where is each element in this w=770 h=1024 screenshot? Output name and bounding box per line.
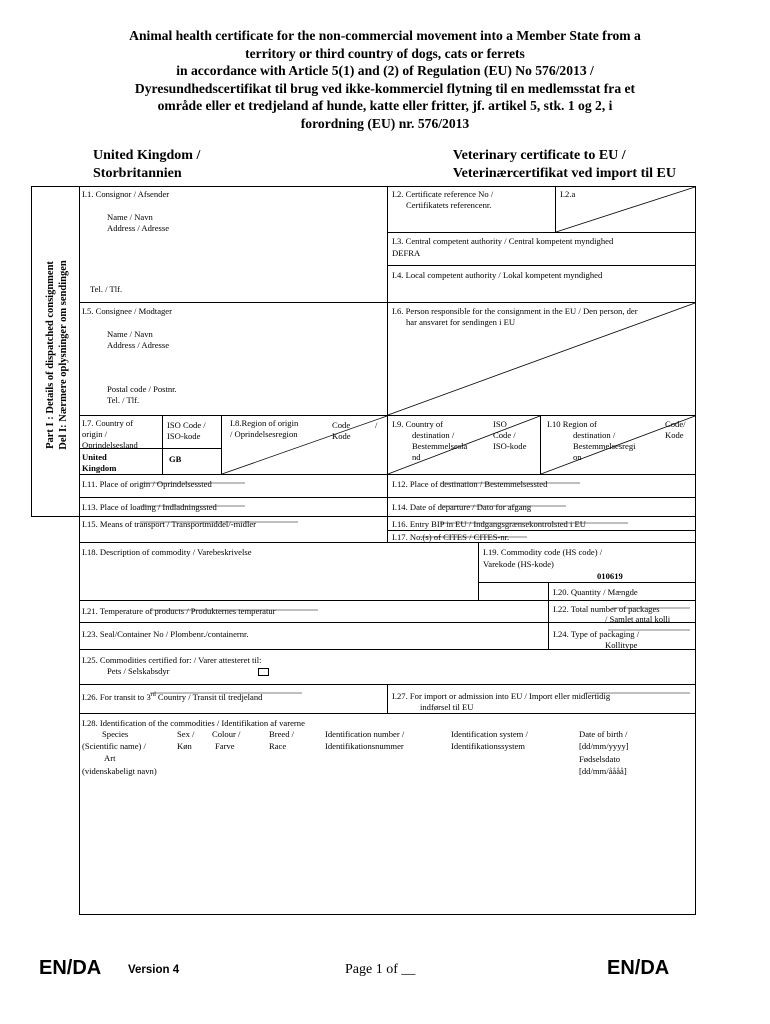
title-line: territory or third country of dogs, cats or ferrets: [245, 45, 525, 61]
i19-value: 010619: [597, 571, 623, 581]
i7-iso-value: GB: [169, 454, 182, 464]
i28-breed-label2: Race: [269, 741, 287, 751]
i5-name-label: Name / Navn: [107, 329, 153, 339]
i7-label3: Oprindelsesland: [82, 440, 138, 449]
cert-type-en: Veterinary certificate to EU /: [452, 148, 626, 163]
country-en: United Kingdom /: [93, 148, 201, 163]
i18-label: I.18. Description of commodity / Varebeskrivelse: [82, 547, 252, 557]
i28-species-label: Species: [102, 729, 129, 739]
i2a-diagonal: [556, 187, 695, 232]
country-da: Storbritannien: [93, 166, 182, 181]
i25-pets-label: Pets / Selskabsdyr: [107, 666, 170, 676]
i10-label3: Bestemmelsesregi: [573, 441, 636, 451]
i24-label: I.24. Type of packaging /: [553, 629, 640, 639]
i9-diagonal: [388, 416, 540, 474]
cert-type-da: Veterinærcertifikat ved import til EU: [452, 166, 676, 181]
i1-label: I.1. Consignor / Afsender: [82, 189, 170, 199]
i26-label-sup: rd: [150, 692, 156, 698]
i28-species-label4: (videnskabeligt navn): [82, 766, 157, 776]
i9-label: I.9. Country of: [392, 419, 444, 429]
i8-label2: / Oprindelsesregion: [230, 429, 298, 439]
i28-species-label2: (Scientific name) /: [82, 741, 146, 751]
i28-idnum-label2: Identifikationsnummer: [325, 741, 404, 751]
i16-label: I.16. Entry BIP in EU / Indgangsgrænsekontrolsted i EU: [392, 519, 586, 529]
i28-colour-label: Colour /: [212, 729, 241, 739]
i2-label: I.2. Certificate reference No /: [392, 189, 494, 199]
i10-label4: on: [573, 452, 582, 462]
title-line: område eller et tredjeland af hunde, katte eller fritter, jf. artikel 5, stk. 1 og 2, i: [157, 98, 613, 114]
footer-lang-left: EN/DA: [39, 957, 102, 979]
i22-label: I.22. Total number of packages: [553, 604, 660, 614]
i28-dob-label3: Fødselsdato: [579, 754, 621, 764]
i28-colour-label2: Farve: [215, 741, 235, 751]
title-line: forordning (EU) nr. 576/2013: [300, 115, 470, 131]
i7-label2: origin /: [82, 429, 108, 439]
i8-code-label2: Kode: [332, 431, 351, 441]
footer-lang-right: EN/DA: [607, 957, 670, 979]
i9-iso-label2: Code /: [493, 430, 516, 440]
i9-label3: Bestemmelsesla: [412, 441, 468, 451]
i3-value: DEFRA: [392, 248, 421, 258]
i8-label: I.8.Region of origin: [230, 418, 299, 428]
i27-label: I.27. For import or admission into EU / Import eller midlertidig: [392, 691, 611, 701]
i28-species-label3: Art: [104, 753, 116, 763]
title-line: Dyresundhedscertifikat til brug ved ikke-kommerciel flytning til en medlemsstat fra et: [134, 80, 636, 96]
i9-iso-label3: ISO-kode: [493, 441, 527, 451]
i1-name-label: Name / Navn: [107, 212, 153, 222]
i25-label: I.25. Commodities certified for: / Varer attesteret til:: [82, 655, 262, 665]
i28-sex-label2: Køn: [177, 741, 192, 751]
i6-diagonal: [388, 303, 695, 415]
i9-label4: nd: [412, 452, 421, 462]
i7-iso-label2: ISO-kode: [167, 431, 201, 441]
i8-slash: /: [375, 420, 378, 430]
footer-version: Version 4: [128, 964, 180, 976]
side-label-en: Part I : Details of dispatched consignment: [45, 261, 56, 449]
i23-label: I.23. Seal/Container No / Plombenr./containernr.: [82, 629, 249, 639]
i3-label: I.3. Central competent authority / Central kompetent myndighed: [392, 236, 614, 246]
i11-label: I.11. Place of origin / Oprindelsessted: [82, 479, 212, 489]
i26-label-post: Country / Transit til tredjeland: [155, 691, 263, 702]
i6-label-da: har ansvaret for sendingen i EU: [406, 317, 516, 327]
side-label-da: Del I: Nærmere oplysninger om sendingen: [58, 260, 69, 450]
i10-label: I.10 Region of: [547, 419, 597, 429]
i10-label2: destination /: [573, 430, 616, 440]
i5-tel-label: Tel. / Tlf.: [107, 395, 140, 405]
i19-label2: Varekode (HS-kode): [483, 559, 554, 569]
i2-label-da: Certifikatets referencenr.: [406, 200, 492, 210]
i5-postal-label: Postal code / Postnr.: [107, 384, 177, 394]
i28-breed-label: Breed /: [269, 729, 295, 739]
i28-idsys-label2: Identifikationssystem: [451, 741, 525, 751]
i10-code-label: Code/: [665, 419, 686, 429]
i10-diagonal: [541, 416, 695, 474]
i7-value1: United: [82, 452, 107, 462]
title-line: in accordance with Article 5(1) and (2) of Regulation (EU) No 576/2013 /: [176, 63, 594, 79]
i28-idsys-label: Identification system /: [451, 729, 528, 739]
i21-label: I.21. Temperature of products / Produkternes temperatur: [82, 606, 276, 616]
i19-label: I.19. Commodity code (HS code) /: [483, 547, 603, 557]
i15-label: I.15. Means of transport / Transportmiddel/-midler: [82, 519, 257, 529]
i9-label2: destination /: [412, 430, 455, 440]
i12-label: I.12. Place of destination / Bestemmelsessted: [392, 479, 548, 489]
i28-dob-label: Date of birth /: [579, 729, 628, 739]
i9-iso-label: ISO: [493, 419, 507, 429]
i28-dob-label4: [dd/mm/åååå]: [579, 766, 627, 776]
i28-dob-label2: [dd/mm/yyyy]: [579, 741, 629, 751]
i7-value2: Kingdom: [82, 463, 117, 473]
i7-iso-label: ISO Code /: [167, 420, 206, 430]
i8-diagonal: [222, 416, 387, 474]
i6-label: I.6. Person responsible for the consignment in the EU / Den person, der: [392, 306, 638, 316]
footer-page-number: Page 1 of __: [345, 962, 416, 977]
i1-address-label: Address / Adresse: [107, 223, 170, 233]
i5-address-label: Address / Adresse: [107, 340, 170, 350]
i20-label: I.20. Quantity / Mængde: [553, 587, 638, 597]
i1-tel-label: Tel. / Tlf.: [90, 284, 123, 294]
i26-label-pre: I.26. For transit to 3: [82, 691, 151, 702]
i17-label: I.17. No.(s) of CITES / CITES-nr.: [392, 532, 510, 542]
title-line: Animal health certificate for the non-commercial movement into a Member State from a: [129, 28, 641, 43]
i5-label: I.5. Consignee / Modtager: [82, 306, 172, 316]
i27-label2: indførsel til EU: [420, 702, 474, 712]
i13-label: I.13. Place of loading / Indladningssted: [82, 502, 217, 512]
i4-label: I.4. Local competent authority / Lokal kompetent myndighed: [392, 270, 603, 280]
i28-sex-label: Sex /: [177, 729, 195, 739]
i28-idnum-label: Identification number /: [325, 729, 405, 739]
i10-code-label2: Kode: [665, 430, 684, 440]
i2a-label: I.2.a: [560, 189, 576, 199]
i8-code-label: Code: [332, 420, 351, 430]
i14-label: I.14. Date of departure / Dato for afgang: [392, 502, 532, 512]
i24-label2: Kollitype: [605, 640, 638, 650]
i22-label2: / Samlet antal kolli: [605, 614, 671, 623]
i7-label: I.7. Country of: [82, 418, 134, 428]
i28-label: I.28. Identification of the commodities / Identifikation af varerne: [82, 718, 305, 728]
